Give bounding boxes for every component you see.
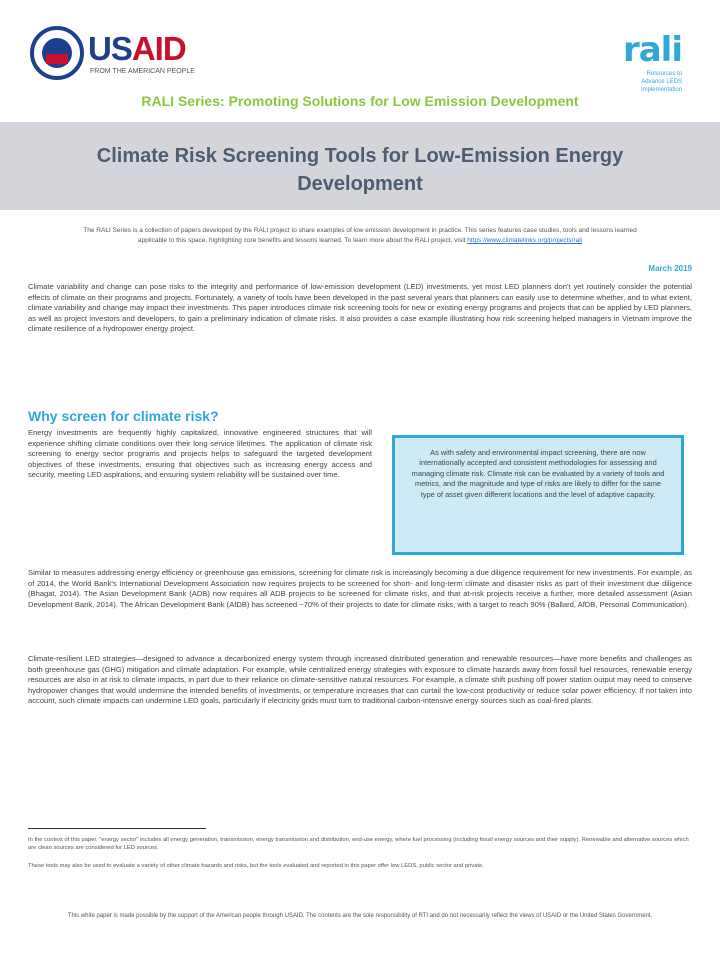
publication-date: March 2019 <box>648 264 692 273</box>
usaid-tagline: FROM THE AMERICAN PEOPLE <box>90 68 195 75</box>
callout-box <box>392 435 684 555</box>
document-title: Climate Risk Screening Tools for Low-Emission Energy Development <box>96 145 624 195</box>
footnote-1: In the context of this paper, "energy sector" includes all energy generation, transmission, energy transmission and distribution, end-use energy, where fuel processing (including fossil energy sources and their supply). Renewable and alternative sources which are clean sources are considered for LED sources. <box>28 837 689 851</box>
disclaimer: This white paper is made possible by the support of the American people through USAID. The contents are the sole responsibility of RTI and do not necessarily reflect the views of USAID or the United States Government. <box>67 913 653 919</box>
series-line: RALI Series: Promoting Solutions for Low Emission Development <box>141 93 579 109</box>
section-heading: Why screen for climate risk? <box>28 408 219 424</box>
paragraph-due-diligence: Similar to measures addressing energy efficiency or greenhouse gas emissions, screening for climate risk is increasingly becoming a due diligence requirement for new investments. For example, as of 2014, the World Bank's International Development Association now requires projects to be screened for short- and long-term climate and disaster risks as part of their investment due diligence (Bhagat, 2014). The Asian Development Bank (ADB) now requires all ADB projects to be screened for climate risks, and that at-risk projects receive a further, more detailed assessment (Asian Development Bank, 2014). The African Development Bank (AfDB) has screened ~70% of their projects to date for climate risks, with a target to reach 90% (Ballard, AfDB, Personal Communication). <box>28 568 692 609</box>
footnote-2: These tools may also be used to evaluate a variety of other climate hazards and risks, but the tools evaluated and reported in this paper offer low LEDS, public sector and private. <box>28 863 484 869</box>
rali-tagline: Resources to Advance LEDS Implementation <box>640 71 682 93</box>
callout-text: As with safety and environmental impact screening, there are now internationally accepted and consistent methodologies for assessing and managing climate risk. Climate risk can be evaluated by a variety of tools and metrics, and the magnitude and type of risks are likely to differ for the same type of asset given different locations and the level of adaptive capacity. <box>411 448 665 499</box>
rali-logo: rali <box>622 30 682 70</box>
intro-text <box>70 226 650 246</box>
usaid-seal-icon <box>30 26 84 80</box>
intro-link[interactable]: https://www.climatelinks.org/projects/rali <box>467 237 583 244</box>
paragraph-climate-resilient: Climate-resilient LED strategies—designed to advance a decarbonized energy system through increased distributed generation and renewable resources—have more benefits and challenges as both greenhouse gas (GHG) mitigation and climate adaptation. For example, while centralized energy strategies with exposure to climate hazards away from fossil fuel resources, renewable energy resources are also in at risk to climate impacts, in part due to their reliance on climate-sensitive natural resources. For example, a climate shift pushing off power station output may need to conserve hydropower changes that would undermine the intended benefits of investments, or temperature increases that can curtail the low-cost productivity or reduce solar power efficiency. If not taken into account, such climate impacts can undermine LED goals, particularly if electricity grids must turn to traditional carbon-intensive energy sources such as coal-fired plants. <box>28 654 692 706</box>
paragraph-why-screen: Energy investments are frequently highly capitalized, innovative engineered structures that will experience shifting climate conditions over their long service lifetimes. The application of climate risk screening to energy sector programs and projects helps to safeguard the targeted development objectives of these investments, ensuring that objectives such as increasing energy access and security, meeting LED aspirations, and ensuring system reliability will be sustained over time. <box>28 428 372 480</box>
usaid-logo: USAID <box>88 30 186 67</box>
paragraph-intro: Climate variability and change can pose risks to the integrity and performance of low-emission development (LED) investments, yet most LED planners don't yet routinely consider the potential effects of climate on their programs and projects. Fortunately, a variety of tools have been developed in the past several years that planners can easily use to determine whether, and to what extent, climate variability and change may impact their investments. This paper introduces climate risk screening tools for new or existing energy programs and projects that can be applied by LED planners, as well as project investors and developers, to gain a preliminary indication of climate risks. It also provides a case example illustrating how risk screening helped managers in Vietnam improve the climate resilience of a hydropower energy project. <box>28 282 692 334</box>
footnote-divider <box>28 828 206 829</box>
intro-body: The RALI Series is a collection of papers developed by the RALI project to share examples of low emission development in practice. This series features case studies, tools and lessons learned applicable to this space, highlighting core benefits and lessons learned. To learn more about the RALI project, visit <box>83 227 637 244</box>
